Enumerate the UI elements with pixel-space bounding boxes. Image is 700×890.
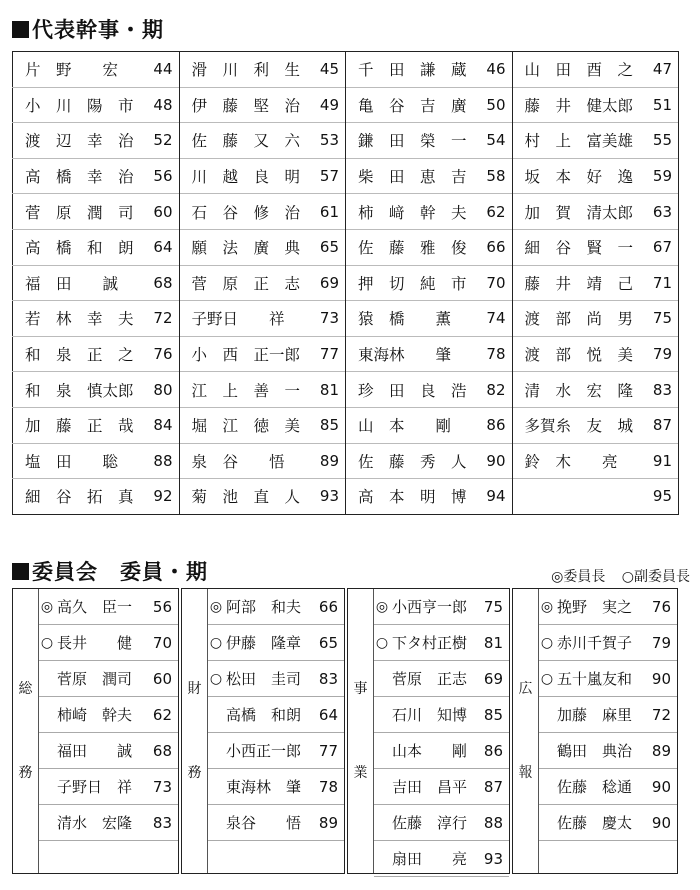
member-term: 54 xyxy=(472,123,512,159)
member-term: 94 xyxy=(472,479,512,515)
member-name: 高 橋 和 朗 xyxy=(13,229,140,265)
member-term: 68 xyxy=(139,265,179,301)
member-term: 86 xyxy=(472,407,512,443)
member-term: 76 xyxy=(139,336,179,372)
member-term: 87 xyxy=(639,407,679,443)
committee-member-row xyxy=(539,661,677,697)
member-name: 高 本 明 博 xyxy=(346,479,473,515)
member-term: 58 xyxy=(472,158,512,194)
member-term: 90 xyxy=(651,813,671,832)
empty-row xyxy=(208,841,344,877)
committee-label xyxy=(13,589,39,873)
member-name: 佐 藤 雅 俊 xyxy=(346,229,473,265)
member-term: 70 xyxy=(472,265,512,301)
committee-member-row xyxy=(208,733,344,769)
member-term: 90 xyxy=(651,669,671,688)
member-term: 79 xyxy=(651,633,671,652)
member-name: 渡 辺 幸 治 xyxy=(13,123,140,159)
member-term: 81 xyxy=(306,372,346,408)
member-name: 藤 井 靖 己 xyxy=(512,265,639,301)
member-name: 江 上 善 一 xyxy=(179,372,306,408)
committee-box xyxy=(347,588,510,874)
member-name: 千 田 謙 蔵 xyxy=(358,61,467,80)
member-term: 55 xyxy=(639,123,679,159)
table-row xyxy=(13,194,679,230)
member-term: 75 xyxy=(483,597,503,616)
member-name: 挽野 実之 xyxy=(557,598,633,616)
committee-label-char: 務 xyxy=(187,765,202,781)
member-name: 山本 剛 xyxy=(392,742,468,760)
committee-member-row xyxy=(539,805,677,841)
member-term: 83 xyxy=(639,372,679,408)
table-row xyxy=(13,229,679,265)
member-name: 阿部 和夫 xyxy=(226,598,302,616)
chair-mark-icon: ◎ xyxy=(40,598,54,615)
member-name: 渡 部 尚 男 xyxy=(512,301,639,337)
member-name: 片 野 宏 xyxy=(25,61,119,80)
member-term: 71 xyxy=(639,265,679,301)
member-term: 93 xyxy=(306,479,346,515)
committee-label-char: 広 xyxy=(518,681,533,697)
member-term: 75 xyxy=(639,301,679,337)
table-row xyxy=(13,407,679,443)
member-name: 泉谷 悟 xyxy=(226,814,302,832)
committee-member-row xyxy=(208,805,344,841)
member-name: 鎌 田 榮 一 xyxy=(346,123,473,159)
member-term: 76 xyxy=(651,597,671,616)
member-name: 佐 藤 秀 人 xyxy=(346,443,473,479)
table-row xyxy=(13,123,679,159)
committee-member-row xyxy=(374,589,509,625)
section-heading-representatives xyxy=(12,14,164,44)
member-name: 下タ村正樹 xyxy=(392,634,468,652)
vice-chair-mark-icon: ○ xyxy=(209,634,223,651)
member-term: 82 xyxy=(472,372,512,408)
chair-mark-icon: ◎ xyxy=(375,598,389,615)
member-term: 67 xyxy=(639,229,679,265)
member-name: 菊 池 直 人 xyxy=(179,479,306,515)
member-name: 高橋 和朗 xyxy=(226,706,302,724)
member-term: 86 xyxy=(483,741,503,760)
member-name: 吉田 昌平 xyxy=(392,778,468,796)
member-name: 山 本 剛 xyxy=(346,407,473,443)
member-name xyxy=(512,479,639,515)
member-term: 61 xyxy=(306,194,346,230)
member-name: 泉 谷 悟 xyxy=(179,443,306,479)
member-name: 東海林 肇 xyxy=(226,778,302,796)
member-term: 65 xyxy=(318,633,338,652)
legend xyxy=(539,566,690,586)
member-name: 願 法 廣 典 xyxy=(179,229,306,265)
member-term: 85 xyxy=(483,705,503,724)
committee-box xyxy=(512,588,678,874)
member-name: 福田 誠 xyxy=(57,742,133,760)
representatives-table xyxy=(12,51,679,515)
member-name: 菅 原 潤 司 xyxy=(13,194,140,230)
committee-member-row xyxy=(539,733,677,769)
committee-member-row xyxy=(374,625,509,661)
member-name: 鈴 木 亮 xyxy=(512,443,639,479)
member-term: 88 xyxy=(139,443,179,479)
member-name: 清水 宏隆 xyxy=(57,814,133,832)
committee-member-row xyxy=(374,697,509,733)
member-term: 48 xyxy=(139,87,179,123)
member-term: 89 xyxy=(318,813,338,832)
member-term: 69 xyxy=(483,669,503,688)
member-name: 東海林 肇 xyxy=(346,336,473,372)
member-name: 五十嵐友和 xyxy=(557,670,633,688)
committee-label-char: 財 xyxy=(187,681,202,697)
member-term: 68 xyxy=(152,741,172,760)
member-term: 72 xyxy=(139,301,179,337)
member-name: 子野日 祥 xyxy=(179,301,306,337)
member-term: 56 xyxy=(139,158,179,194)
black-square-icon xyxy=(12,563,29,580)
committee-label-char: 報 xyxy=(518,765,533,781)
table-row xyxy=(13,52,679,88)
member-term: 47 xyxy=(639,52,679,88)
member-name: 若 林 幸 夫 xyxy=(13,301,140,337)
vice-chair-mark-icon: ○ xyxy=(540,670,554,687)
empty-row xyxy=(39,841,178,877)
vice-chair-mark-icon: ○ xyxy=(40,634,54,651)
member-term: 73 xyxy=(152,777,172,796)
member-term: 85 xyxy=(306,407,346,443)
member-name: 山 田 酉 之 xyxy=(524,61,634,80)
member-name: 坂 本 好 逸 xyxy=(512,158,639,194)
member-name: 菅 原 正 志 xyxy=(179,265,306,301)
member-term: 52 xyxy=(139,123,179,159)
member-name: 扇田 亮 xyxy=(392,850,468,868)
committee-box xyxy=(181,588,345,874)
member-name: 村 上 富美雄 xyxy=(512,123,639,159)
table-row xyxy=(13,158,679,194)
legend-vice-chair: ○副委員長 xyxy=(621,569,690,585)
member-term: 79 xyxy=(639,336,679,372)
table-row xyxy=(13,301,679,337)
table-row xyxy=(13,336,679,372)
committee-member-row xyxy=(39,697,178,733)
committee-label xyxy=(513,589,539,873)
member-term: 72 xyxy=(651,705,671,724)
member-term: 74 xyxy=(472,301,512,337)
table-row xyxy=(13,87,679,123)
member-term: 70 xyxy=(152,633,172,652)
member-name: 長井 健 xyxy=(57,634,133,652)
committee-member-row xyxy=(39,661,178,697)
member-name: 清 水 宏 隆 xyxy=(512,372,639,408)
committee-member-row xyxy=(208,625,344,661)
member-name: 鶴田 典治 xyxy=(557,742,633,760)
member-term: 91 xyxy=(639,443,679,479)
committee-member-row xyxy=(374,805,509,841)
committee-member-row xyxy=(539,589,677,625)
member-term: 88 xyxy=(483,813,503,832)
member-term: 64 xyxy=(318,705,338,724)
member-term: 89 xyxy=(651,741,671,760)
committee-member-row xyxy=(374,841,509,877)
member-term: 65 xyxy=(306,229,346,265)
committee-member-row xyxy=(39,589,178,625)
member-name: 細 谷 賢 一 xyxy=(512,229,639,265)
member-name: 佐藤 淳行 xyxy=(392,814,468,832)
member-name: 赤川千賀子 xyxy=(557,634,633,652)
member-name: 猿 橋 薫 xyxy=(346,301,473,337)
committee-label xyxy=(182,589,208,873)
member-term: 45 xyxy=(306,52,346,88)
member-term: 60 xyxy=(139,194,179,230)
member-term: 46 xyxy=(472,52,512,88)
member-name: 柿 﨑 幹 夫 xyxy=(346,194,473,230)
member-term: 59 xyxy=(639,158,679,194)
member-name: 滑 川 利 生 xyxy=(191,61,301,80)
member-term: 62 xyxy=(472,194,512,230)
committee-label xyxy=(348,589,374,873)
section-subtitle: 委員・期 xyxy=(120,560,208,584)
member-term: 92 xyxy=(139,479,179,515)
committee-label-char: 総 xyxy=(18,681,33,697)
committee-member-row xyxy=(208,769,344,805)
vice-chair-mark-icon: ○ xyxy=(209,670,223,687)
vice-chair-mark-icon: ○ xyxy=(540,634,554,651)
member-name: 堀 江 徳 美 xyxy=(179,407,306,443)
member-term: 69 xyxy=(306,265,346,301)
committee-box xyxy=(12,588,179,874)
member-name: 伊 藤 堅 治 xyxy=(179,87,306,123)
member-term: 51 xyxy=(639,87,679,123)
committee-member-row xyxy=(39,769,178,805)
member-name: 柿崎 幹夫 xyxy=(57,706,133,724)
member-name: 和 泉 慎太郎 xyxy=(13,372,140,408)
member-term: 93 xyxy=(483,849,503,868)
member-name: 加 藤 正 哉 xyxy=(13,407,140,443)
member-name: 石 谷 修 治 xyxy=(179,194,306,230)
member-name: 渡 部 悦 美 xyxy=(512,336,639,372)
member-name: 珍 田 良 浩 xyxy=(346,372,473,408)
member-term: 78 xyxy=(472,336,512,372)
member-term: 81 xyxy=(483,633,503,652)
member-term: 49 xyxy=(306,87,346,123)
table-row xyxy=(13,265,679,301)
member-name: 松田 圭司 xyxy=(226,670,302,688)
member-name: 柴 田 恵 吉 xyxy=(346,158,473,194)
table-row xyxy=(13,479,679,515)
member-name: 佐藤 稔通 xyxy=(557,778,633,796)
member-term: 90 xyxy=(472,443,512,479)
member-name: 菅原 正志 xyxy=(392,670,468,688)
committee-member-row xyxy=(208,697,344,733)
empty-row xyxy=(539,841,677,877)
member-name: 小 川 陽 市 xyxy=(13,87,140,123)
member-name: 菅原 潤司 xyxy=(57,670,133,688)
committee-member-row xyxy=(39,625,178,661)
vice-chair-mark-icon: ○ xyxy=(375,634,389,651)
member-term: 53 xyxy=(306,123,346,159)
member-term: 89 xyxy=(306,443,346,479)
member-name: 子野日 祥 xyxy=(57,778,133,796)
legend-chair: ◎委員長 xyxy=(551,569,606,585)
committee-member-row xyxy=(208,661,344,697)
member-term: 73 xyxy=(306,301,346,337)
member-term: 62 xyxy=(152,705,172,724)
member-name: 高 橋 幸 治 xyxy=(13,158,140,194)
member-name: 小西正一郎 xyxy=(226,742,302,760)
committee-member-row xyxy=(539,697,677,733)
committee-member-row xyxy=(374,769,509,805)
committee-label-char: 業 xyxy=(353,765,368,781)
table-row xyxy=(13,372,679,408)
member-term: 78 xyxy=(318,777,338,796)
member-term: 84 xyxy=(139,407,179,443)
chair-mark-icon: ◎ xyxy=(540,598,554,615)
committee-member-row xyxy=(374,733,509,769)
committee-member-row xyxy=(539,625,677,661)
member-name: 川 越 良 明 xyxy=(179,158,306,194)
member-term: 95 xyxy=(639,479,679,515)
member-term: 50 xyxy=(472,87,512,123)
member-term: 63 xyxy=(639,194,679,230)
member-term: 87 xyxy=(483,777,503,796)
section-title: 代表幹事・期 xyxy=(32,18,164,42)
member-name: 藤 井 健太郎 xyxy=(512,87,639,123)
member-term: 60 xyxy=(152,669,172,688)
member-term: 77 xyxy=(318,741,338,760)
member-term: 44 xyxy=(139,52,179,88)
member-name: 加藤 麻里 xyxy=(557,706,633,724)
member-term: 66 xyxy=(472,229,512,265)
black-square-icon xyxy=(12,21,29,38)
section-heading-committees xyxy=(12,556,208,586)
member-name: 塩 田 聡 xyxy=(13,443,140,479)
member-name: 和 泉 正 之 xyxy=(13,336,140,372)
member-term: 56 xyxy=(152,597,172,616)
committee-member-row xyxy=(208,589,344,625)
member-term: 66 xyxy=(318,597,338,616)
member-name: 石川 知博 xyxy=(392,706,468,724)
section-title: 委員会 xyxy=(32,560,98,584)
member-term: 57 xyxy=(306,158,346,194)
member-name: 加 賀 清太郎 xyxy=(512,194,639,230)
member-name: 押 切 純 市 xyxy=(346,265,473,301)
member-name: 佐藤 慶太 xyxy=(557,814,633,832)
member-name: 小 西 正一郎 xyxy=(179,336,306,372)
committee-member-row xyxy=(539,769,677,805)
member-term: 80 xyxy=(139,372,179,408)
member-name: 亀 谷 吉 廣 xyxy=(346,87,473,123)
member-name: 伊藤 隆章 xyxy=(226,634,302,652)
committee-label-char: 務 xyxy=(18,765,33,781)
committee-label-char: 事 xyxy=(353,681,368,697)
committee-member-row xyxy=(374,661,509,697)
member-name: 多賀糸 友 城 xyxy=(512,407,639,443)
member-name: 細 谷 拓 真 xyxy=(13,479,140,515)
member-term: 64 xyxy=(139,229,179,265)
chair-mark-icon: ◎ xyxy=(209,598,223,615)
member-term: 77 xyxy=(306,336,346,372)
member-name: 佐 藤 又 六 xyxy=(179,123,306,159)
committee-member-row xyxy=(39,805,178,841)
member-name: 高久 臣一 xyxy=(57,598,133,616)
member-name: 福 田 誠 xyxy=(13,265,140,301)
member-term: 83 xyxy=(318,669,338,688)
table-row xyxy=(13,443,679,479)
member-term: 90 xyxy=(651,777,671,796)
member-name: 小西亨一郎 xyxy=(392,598,468,616)
member-term: 83 xyxy=(152,813,172,832)
committee-member-row xyxy=(39,733,178,769)
